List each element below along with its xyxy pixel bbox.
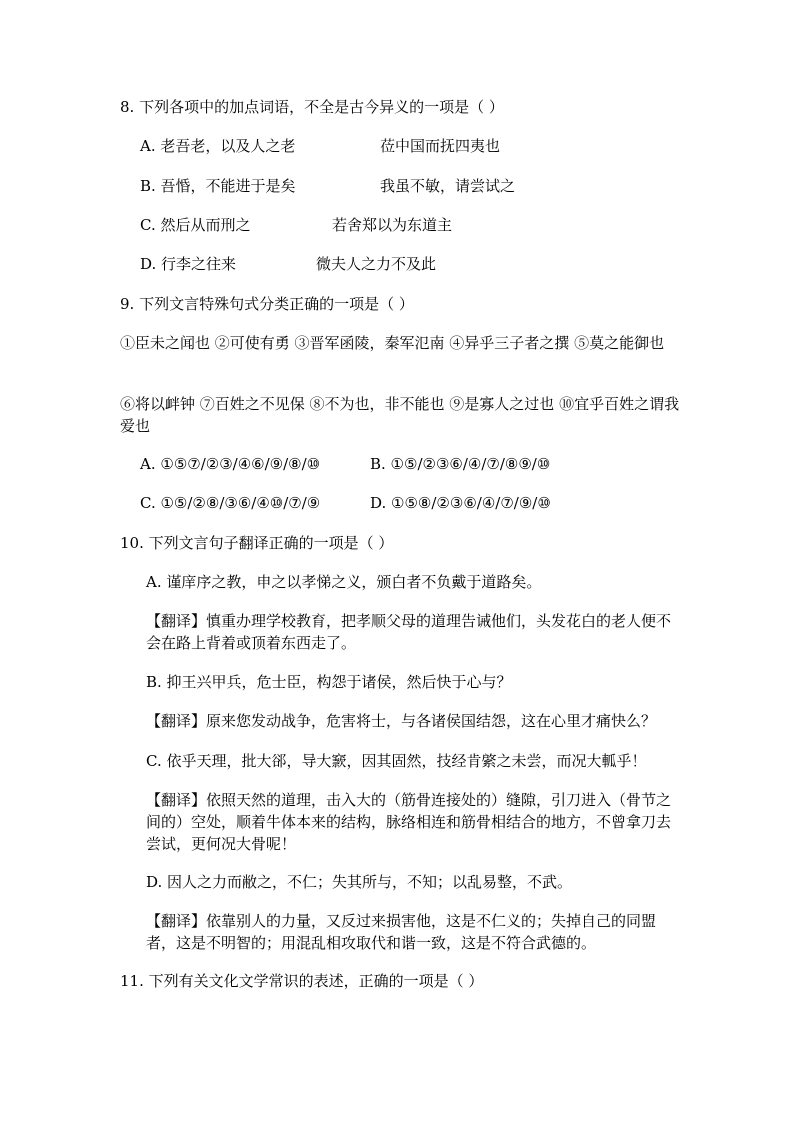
question-10-option-d: D. 因人之力而敝之，不仁；失其所与，不知；以乱易整，不武。 [146,873,573,891]
question-10-option-a: A. 谨庠序之教，申之以孝悌之义，颁白者不负戴于道路矣。 [146,573,542,591]
question-8-option-b-right: 我虽不敏，请尝试之 [380,177,516,195]
question-8-option-c-right: 若舍郑以为东道主 [332,216,453,234]
question-9-sentences-2: ⑥将以衅钟 ⑦百姓之不见保 ⑧不为也，非不能也 ⑨是寡人之过也 ⑩宜乎百姓之谓我爱也 [120,395,680,435]
question-9-option-c: C. ①⑤/②⑧/③⑥/④⑩/⑦/⑨ [140,494,321,512]
question-8-option-d: D. 行李之往来 [140,255,237,273]
question-8-stem: 8. 下列各项中的加点词语，不全是古今异义的一项是（ ） [120,98,504,116]
question-9-option-a: A. ①⑤⑦/②③/④⑥/⑨/⑧/⑩ [140,455,321,473]
question-9-stem: 9. 下列文言特殊句式分类正确的一项是（ ） [120,295,414,313]
question-10-option-b: B. 抑王兴甲兵，危士臣，构怨于诸侯，然后快于心与？ [146,673,512,691]
question-9-option-b: B. ①⑤/②③⑥/④/⑦/⑧⑨/⑩ [370,455,551,473]
question-8-option-c: C. 然后从而刑之 [140,216,251,234]
question-8-option-a [140,135,295,157]
question-10-option-c: C. 依乎天理，批大郤，导大窾，因其固然，技经肯綮之未尝，而况大軱乎！ [146,752,647,770]
option-a-left: A. 老吾老，以及人之老 [140,137,296,155]
question-10-option-c-translation: 【翻译】依照天然的道理，击入大的（筋骨连接处的）缝隙，引刀进入（骨节之间的）空处，顺着牛体本来的结构，脉络相连和筋骨相结合的地方，不曾拿刀去尝试，更何况大骨呢！ [146,791,672,853]
question-10-option-b-translation: 【翻译】原来您发动战争，危害将士，与各诸侯国结怨，这在心里才痛快么？ [146,712,657,730]
question-8-option-b: B. 吾惛，不能进于是矣 [140,177,296,195]
question-9-option-d: D. ①⑤⑧/②③⑥/④/⑦/⑨/⑩ [370,494,551,512]
question-10-stem: 10. 下列文言句子翻译正确的一项是（ ） [120,534,394,552]
question-8-option-a-right: 莅中国而抚四夷也 [380,137,501,155]
question-8-option-d-right: 微夫人之力不及此 [316,255,437,273]
question-11-stem: 11. 下列有关文化文学常识的表述，正确的一项是（ ） [120,972,484,990]
question-10-option-d-translation: 【翻译】依靠别人的力量，又反过来损害他，这是不仁义的；失掉自己的同盟者，这是不明智的；用混乱相攻取代和谐一致，这是不符合武德的。 [146,912,657,952]
question-9-sentences-1: ①臣未之闻也 ②可使有勇 ③晋军函陵，秦军氾南 ④异乎三子者之撰 ⑤莫之能御也 [120,334,665,352]
question-10-option-a-translation: 【翻译】慎重办理学校教育，把孝顺父母的道理告诫他们，头发花白的老人便不会在路上背着或顶着东西走了。 [146,612,672,652]
